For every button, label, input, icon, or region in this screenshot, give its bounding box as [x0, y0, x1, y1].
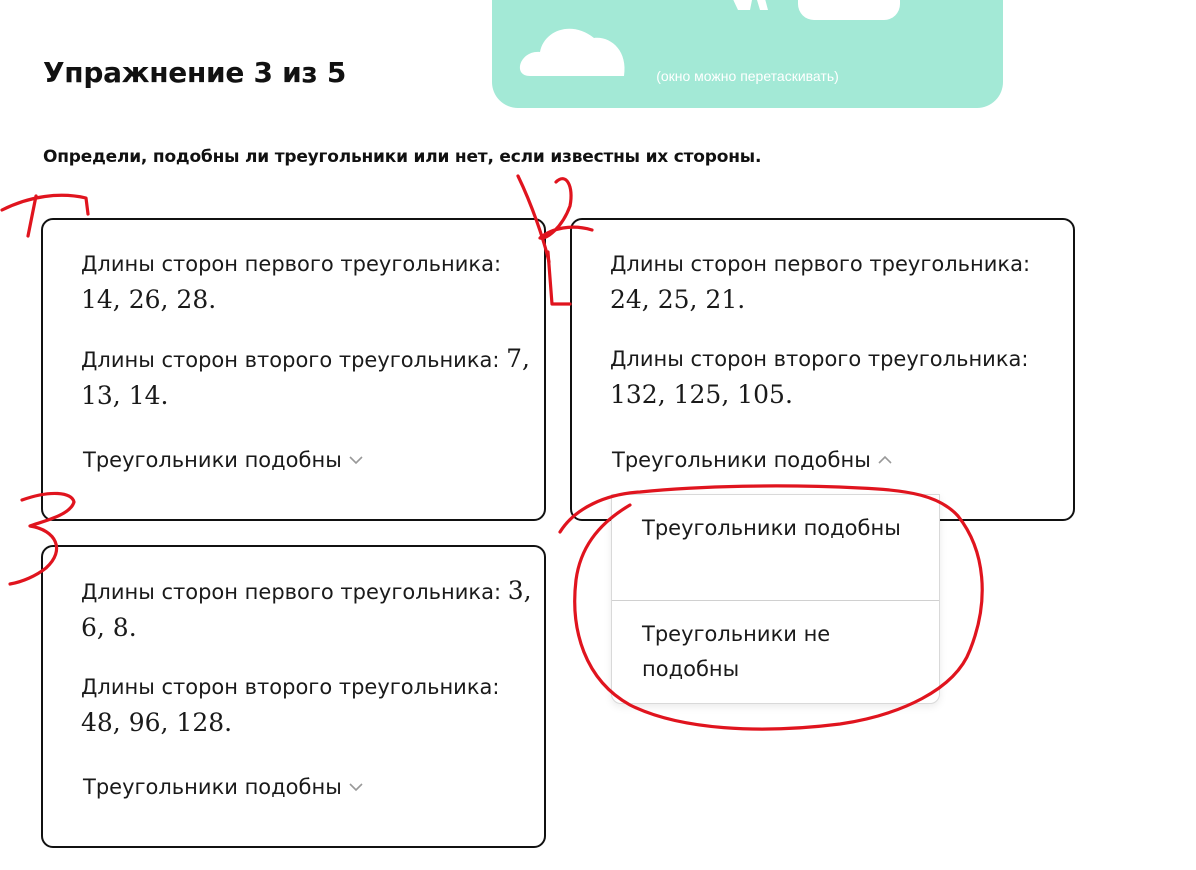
chevron-down-icon: [348, 782, 364, 792]
annotation-number-1-stem: [28, 196, 36, 236]
annotation-bracket: [548, 252, 570, 304]
page-title: Упражнение 3 из 5: [43, 56, 347, 89]
vk-icon: [492, 0, 1003, 108]
second-triangle-sides: 132, 125, 105: [610, 380, 785, 409]
first-triangle-text: Длины сторон первого треугольника: 3, 6, 8.: [81, 576, 532, 642]
answer-dropdown-menu: [611, 494, 940, 704]
second-triangle-sides: 48, 96, 128: [81, 708, 225, 737]
exercise-card-3: [41, 545, 546, 848]
chevron-up-icon: [877, 455, 893, 465]
option-similar[interactable]: Треугольники подобны: [642, 516, 901, 540]
first-triangle-sides: 24, 25, 21: [610, 285, 738, 314]
answer-select-2[interactable]: Треугольники подобны: [612, 448, 893, 472]
second-triangle-sides: 7, 13, 14: [81, 344, 531, 410]
instruction-text: Определи, подобны ли треугольники или нет, если известны их стороны.: [43, 147, 762, 167]
exercise-card-1: [41, 218, 546, 521]
first-triangle-text: Длины сторон первого треугольника: 14, 26, 28.: [81, 252, 502, 314]
second-triangle-text: Длины сторон второго треугольника: 48, 96, 128.: [81, 675, 500, 737]
annotation-number-1: [2, 195, 88, 214]
exercise-card-2: [570, 218, 1075, 521]
share-widget[interactable]: [492, 0, 1003, 108]
second-triangle-text: Длины сторон второго треугольника: 132, 125, 105.: [610, 347, 1029, 409]
first-triangle-sides: 3, 6, 8: [81, 576, 532, 642]
first-triangle-sides: 14, 26, 28: [81, 285, 209, 314]
option-not-similar[interactable]: Треугольники не подобны: [612, 600, 939, 705]
first-triangle-text: Длины сторон первого треугольника: 24, 25, 21.: [610, 252, 1031, 314]
answer-select-3[interactable]: Треугольники подобны: [83, 775, 364, 799]
second-triangle-text: Длины сторон второго треугольника: 7, 13, 14.: [81, 344, 531, 410]
chevron-down-icon: [348, 455, 364, 465]
answer-select-1[interactable]: Треугольники подобны: [83, 448, 364, 472]
drag-hint: (окно можно перетаскивать): [656, 68, 839, 84]
